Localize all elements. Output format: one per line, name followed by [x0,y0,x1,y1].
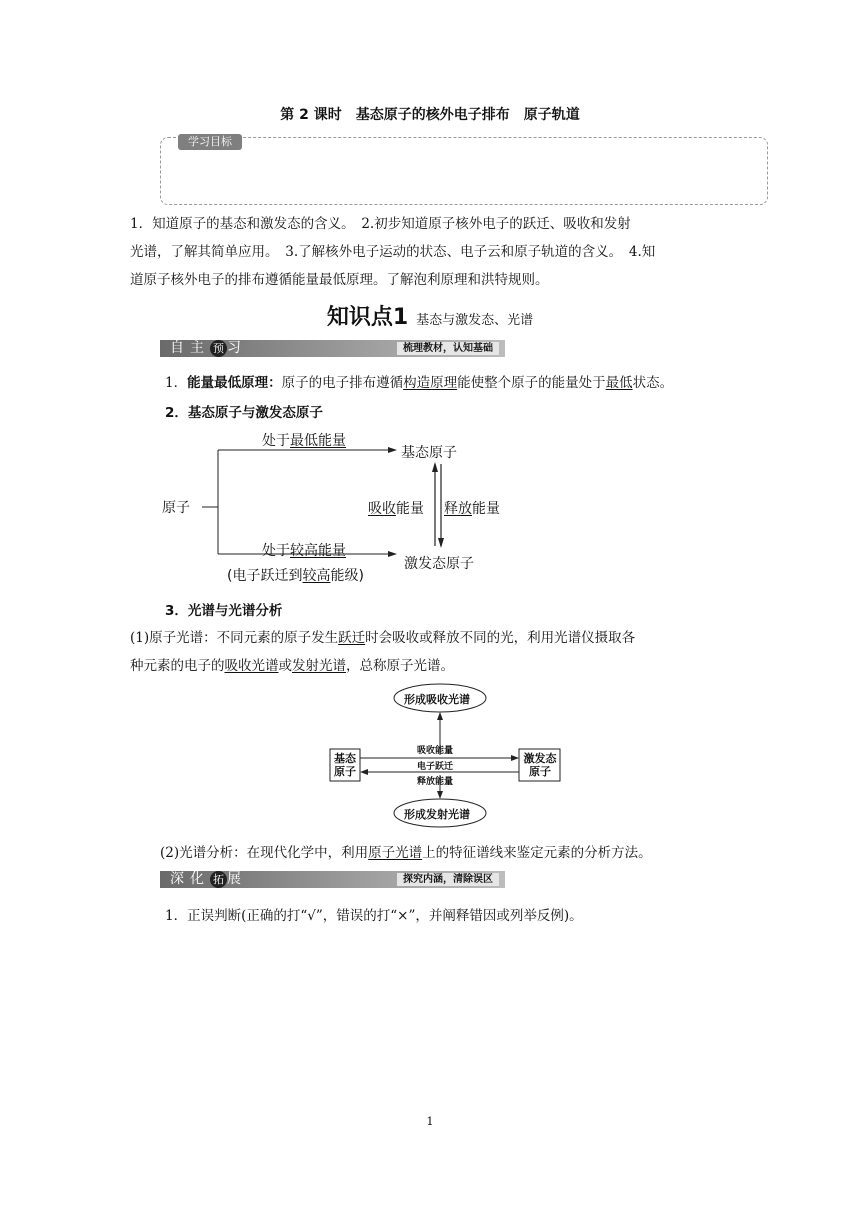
banner-tag: 探究内涵，清除误区 [397,873,499,886]
page-title: 第 2 课时 基态原子的核外电子排布 原子轨道 [280,107,580,123]
knowledge-point-label: 知识点1 [326,305,409,330]
section-2-heading: 2．基态原子与激发态原子 [165,405,323,421]
absorb-energy-small: 吸收能量 [417,746,454,756]
atomic-spectrum-paragraph: (1)原子光谱：不同元素的原子发生跃迁时会吸收或释放不同的光，利用光谱仪摄取各 种元素的电子的吸收光谱或发射光谱，总称原子光谱。 [130,630,636,674]
knowledge-point-subtitle: 基态与激发态、光谱 [416,313,534,328]
excited-state-atom: 激发态原子 [404,556,474,572]
atom-label: 原子 [162,500,190,516]
learning-goals-box [160,137,768,205]
emission-spectrum-label: 形成发射光谱 [404,808,470,821]
ground-atom-box-label: 基态 原子 [334,752,356,778]
excited-atom-box-label: 激发态 原子 [523,752,557,778]
goals-line: 光谱，了解其简单应用。 3.了解核外电子运动的状态、电子云和原子轨道的含义。 4.知 [130,244,656,260]
release-energy-small: 释放能量 [417,777,454,787]
page-number: 1 [426,1115,434,1128]
banner-title: 深化 拓 展 [170,871,247,887]
absorb-energy-label: 吸收能量 [368,501,424,517]
transition-note: (电子跃迁到较高能级) [227,568,364,584]
absorption-spectrum-label: 形成吸收光谱 [404,693,470,706]
question-1: 1．正误判断(正确的打“√”，错误的打“×”，并阐释错因或列举反例)。 [165,908,583,924]
section-banner-preview [160,340,505,357]
ground-state-atom: 基态原子 [401,445,457,461]
section-3-heading: 3．光谱与光谱分析 [165,603,283,619]
knowledge-point-heading [0,300,860,331]
circle-badge: 拓 [210,871,227,888]
banner-title: 自主 预 习 [170,340,247,356]
learning-goals-text [130,210,736,294]
goals-line: 道原子核外电子的排布遵循能量最低原理。了解泡利原理和洪特规则。 [130,272,549,288]
spectral-analysis-paragraph: (2)光谱分析：在现代化学中，利用原子光谱上的特征谱线来鉴定元素的分析方法。 [160,845,652,861]
learning-goals-tab: 学习目标 [178,134,242,150]
goals-line: 1．知道原子的基态和激发态的含义。 2.初步知道原子核外电子的跃迁、吸收和发射 [130,216,631,232]
circle-badge: 预 [210,340,227,357]
lowest-energy-label: 处于最低能量 [262,433,346,449]
section-1: 1．能量最低原理：原子的电子排布遵循构造原理能使整个原子的能量处于最低状态。 [165,375,674,391]
higher-energy-label: 处于较高能量 [262,543,346,559]
electron-transition-small: 电子跃迁 [417,762,454,772]
release-energy-label: 释放能量 [444,501,500,517]
banner-tag: 梳理教材，认知基础 [397,342,499,355]
section-banner-extension [160,871,505,888]
